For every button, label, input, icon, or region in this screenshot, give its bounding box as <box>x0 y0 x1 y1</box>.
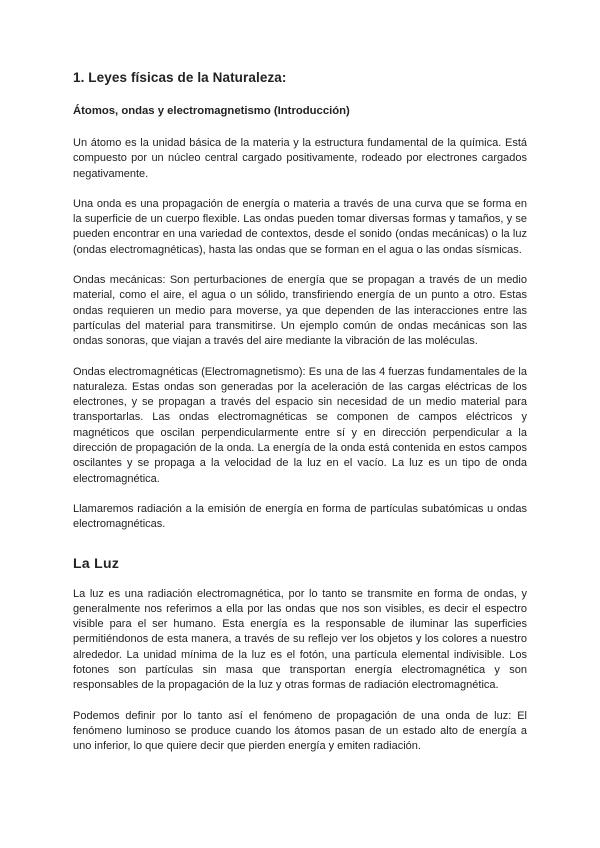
paragraph-radiation: Llamaremos radiación a la emisión de energía en forma de partículas subatómicas u ondas electromagnéticas. <box>73 502 527 531</box>
document-title: 1. Leyes físicas de la Naturaleza: <box>73 70 287 85</box>
document-content <box>73 70 527 770</box>
paragraph-light-phenomenon: Podemos definir por lo tanto así el fenómeno de propagación de una onda de luz: El fenómeno luminoso se produce cuando los átomos pasan de un estado alto de energía a uno inferior, lo que quiere decir que pierden energía y emiten radiación. <box>73 709 527 753</box>
paragraph-wave: Una onda es una propagación de energía o materia a través de una curva que se forma en la superficie de un cuerpo flexible. Las ondas pueden tomar diversas formas y tamaños, y se pueden encontrar en una variedad de contextos, desde el sonido (ondas mecánicas) o la luz (ondas electromagnéticas), hasta las ondas que se forman en el agua o las ondas sísmicas. <box>73 197 527 256</box>
document-subtitle: Átomos, ondas y electromagnetismo (Introducción) <box>73 105 350 117</box>
section-heading-light: La Luz <box>73 554 120 571</box>
paragraph-atom: Un átomo es la unidad básica de la materia y la estructura fundamental de la química. Está compuesto por un núcleo central cargado positivamente, rodeado por electrones cargados negativamente. <box>73 137 527 180</box>
paragraph-light: La luz es una radiación electromagnética, por lo tanto se transmite en forma de ondas, y generalmente nos referimos a ella por las ondas que nos son visibles, es decir el espectro visible para el ser humano. Esta energía es la responsable de iluminar las superficies permitiéndonos de esta manera, a través de su reflejo ver los objetos y los colores a nuestro alrededor. La unidad mínima de la luz es el fotón, una partícula elemental indivisible. Los fotones son partículas sin masa que transportan energía electromagnética y son responsables de la propagación de la luz y otras formas de radiación electromagnética. <box>73 587 527 692</box>
paragraph-electromagnetic-waves: Ondas electromagnéticas (Electromagnetismo): Es una de las 4 fuerzas fundamentales de la naturaleza. Estas ondas son generadas por la aceleración de las cargas eléctricas de los electrones, y se propagan a través del espacio sin necesidad de un medio material para transportarlas. Las ondas electromagnéticas se componen de campos eléctricos y magnéticos que oscilan perpendicularmente entre sí y en dirección perpendicular a la dirección de propagación de la onda. La energía de la onda está contenida en estos campos oscilantes y se propaga a la velocidad de la luz en el vacío. La luz es un tipo de onda electromagnética. <box>73 365 527 485</box>
paragraph-mechanical-waves: Ondas mecánicas: Son perturbaciones de energía que se propagan a través de un medio material, como el aire, el agua o un sólido, transfiriendo energía de un punto a otro. Estas ondas requieren un medio para moverse, ya que dependen de las interacciones entre las partículas del material para transmitirse. Un ejemplo común de ondas mecánicas son las ondas sonoras, que viajan a través del aire mediante la vibración de las moléculas. <box>73 274 527 348</box>
